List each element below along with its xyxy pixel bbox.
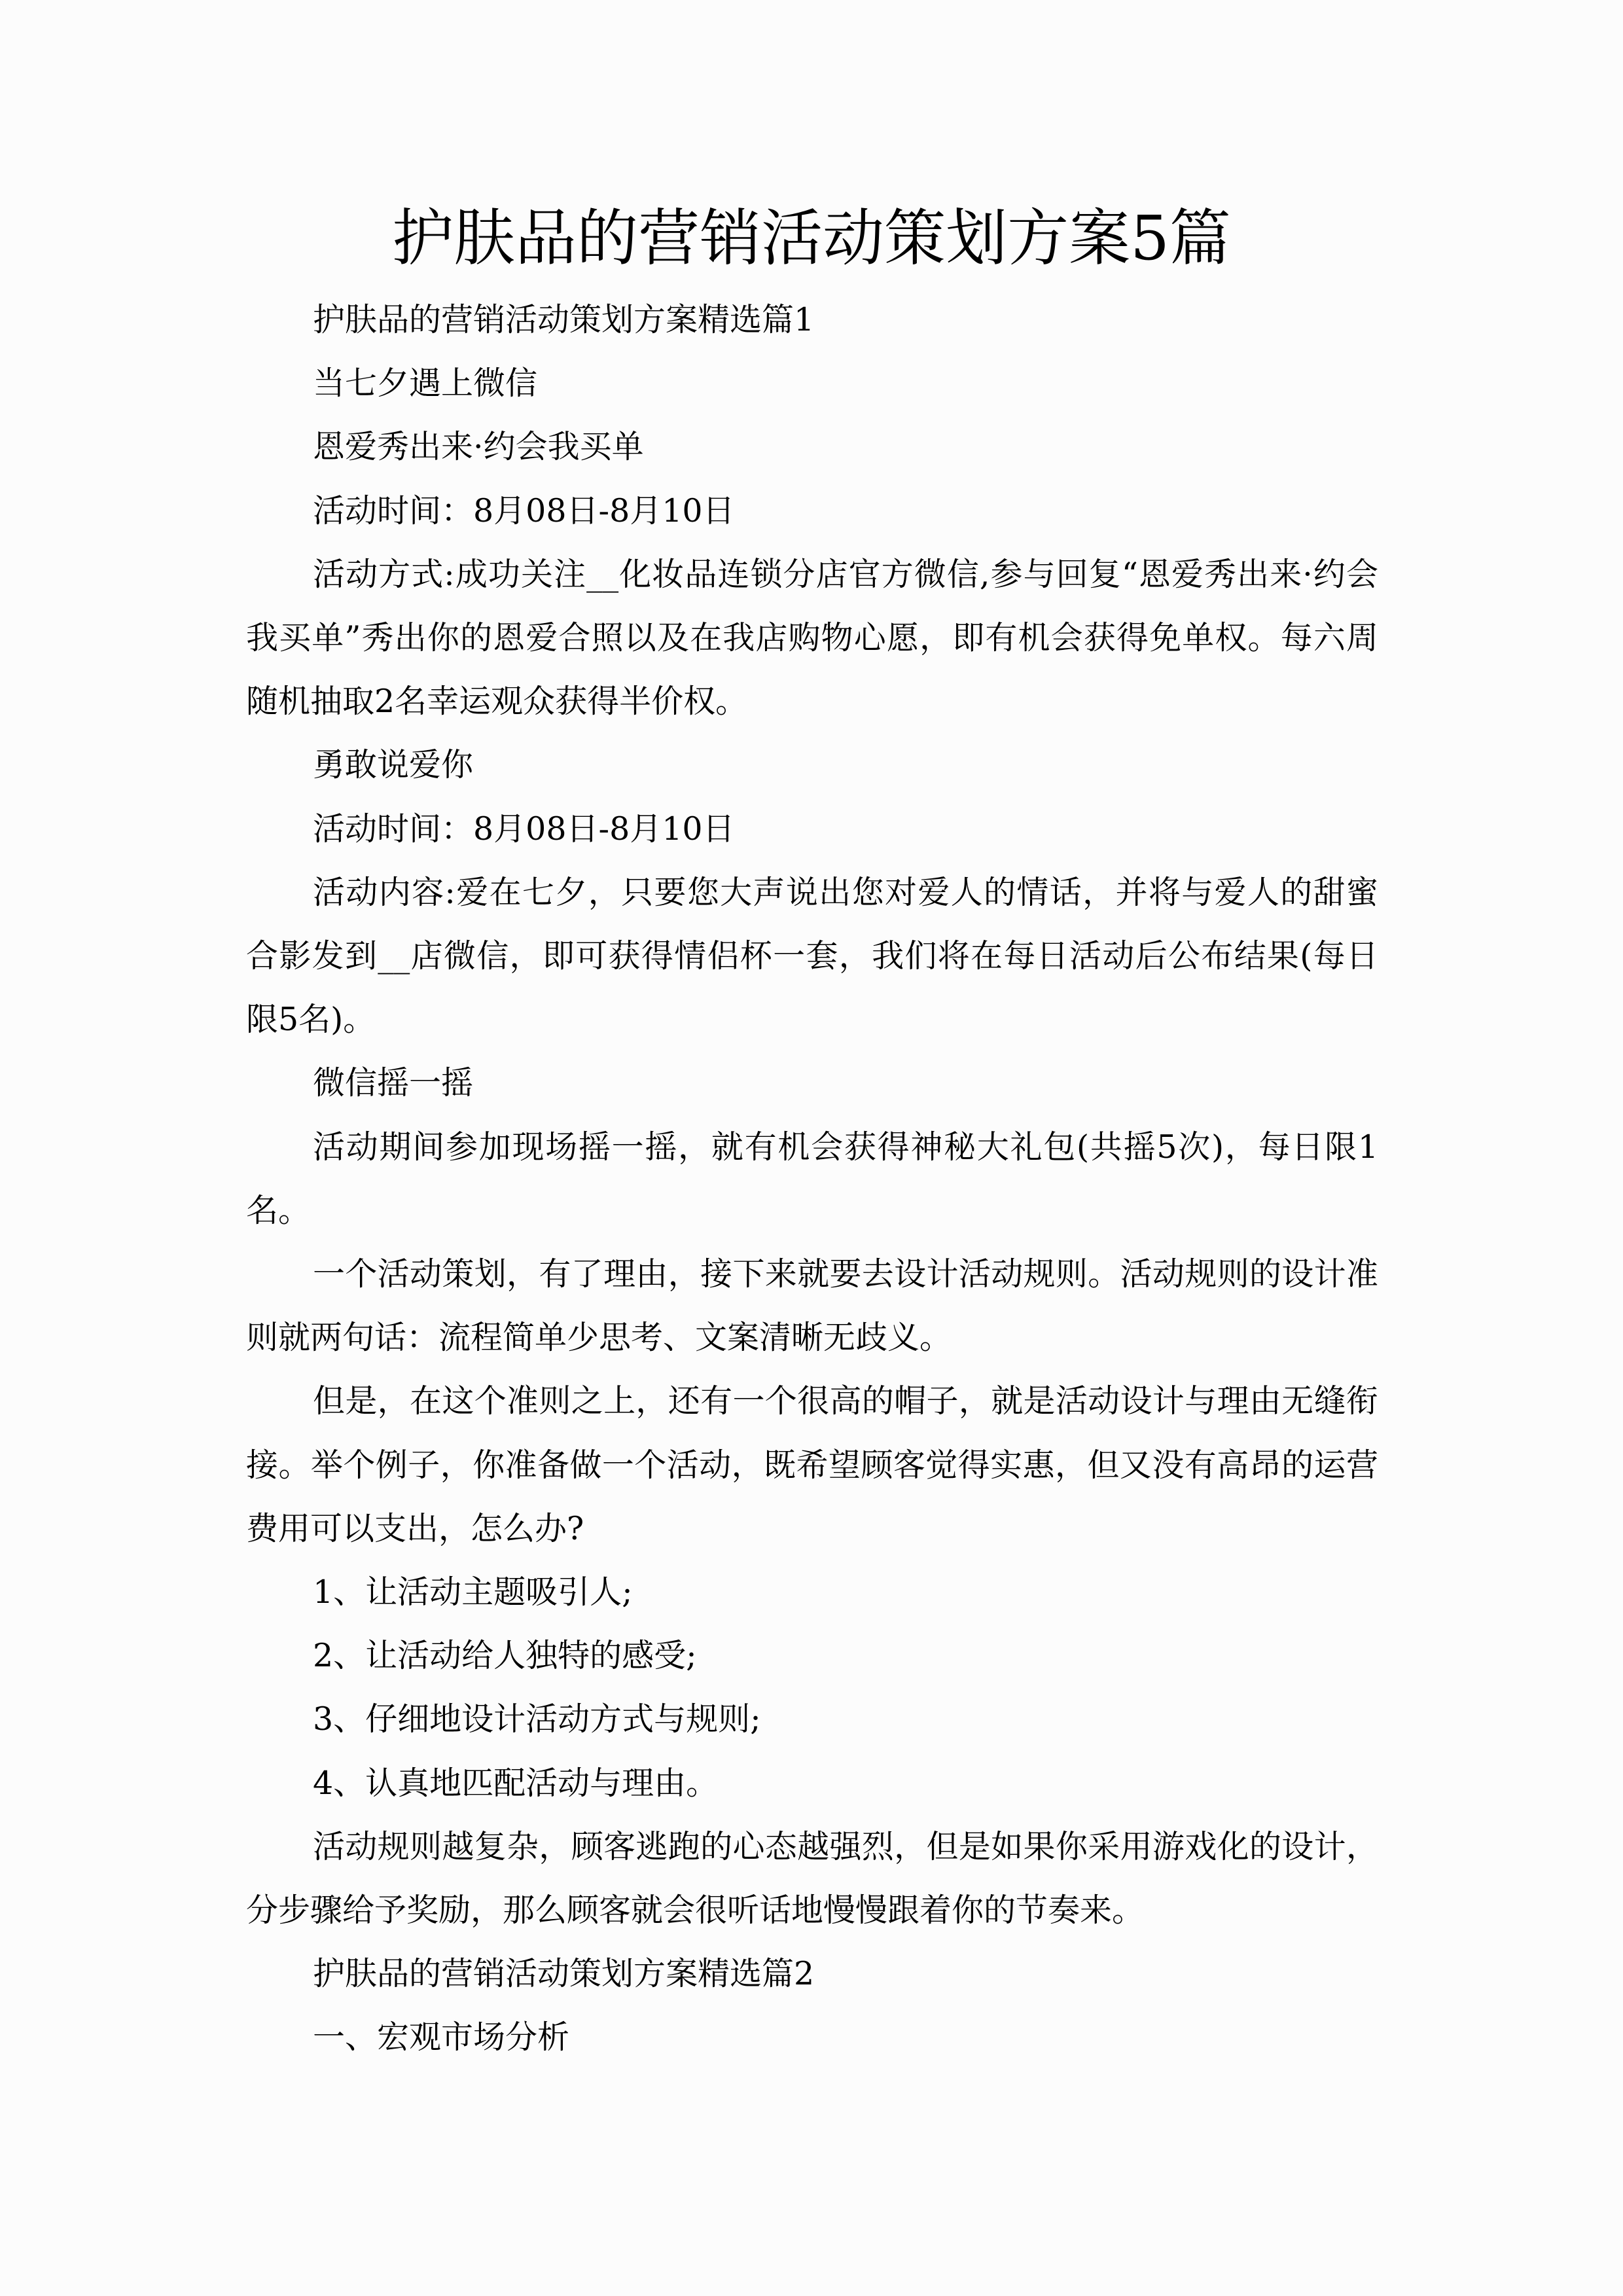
section-heading-2: 护肤品的营销活动策划方案精选篇2 (313, 1955, 815, 1993)
event-slogan: 恩爱秀出来·约会我买单 (313, 428, 644, 466)
rules-example-paragraph: 但是，在这个准则之上，还有一个很高的帽子，就是活动设计与理由无缝衔接。举个例子，你准备做一个活动，既希望顾客觉得实惠，但又没有高昂的运营费用可以支出，怎么办? (246, 1382, 1378, 1547)
event-time: 活动时间：8月08日-8月10日 (313, 810, 735, 848)
event-title-qixi-wechat: 当七夕遇上微信 (313, 365, 538, 403)
list-item: 1、让活动主题吸引人; (313, 1573, 633, 1611)
document-body (246, 288, 1378, 2070)
subsection-heading-macro-market: 一、宏观市场分析 (313, 2018, 570, 2056)
event-title-wechat-shake: 微信摇一摇 (313, 1064, 474, 1102)
list-item: 2、让活动给人独特的感受; (313, 1637, 697, 1675)
rules-intro-paragraph: 一个活动策划，有了理由，接下来就要去设计活动规则。活动规则的设计准则就两句话：流程简单少思考、文案清晰无歧义。 (246, 1255, 1378, 1357)
event-content: 活动内容:爱在七夕，只要您大声说出您对爱人的情话，并将与爱人的甜蜜合影发到__店微信，即可获得情侣杯一套，我们将在每日活动后公布结果(每日限5名)。 (246, 873, 1378, 1039)
event-time: 活动时间：8月08日-8月10日 (313, 492, 735, 529)
event-method: 活动方式:成功关注__化妆品连锁分店官方微信,参与回复“恩爱秀出来·约会我买单”秀出你的恩爱合照以及在我店购物心愿，即有机会获得免单权。每六周随机抽取2名幸运观众获得半价权。 (246, 555, 1378, 721)
event-title-brave-love: 勇敢说爱你 (313, 746, 474, 784)
list-item: 4、认真地匹配活动与理由。 (313, 1764, 719, 1802)
event-shake-description: 活动期间参加现场摇一摇，就有机会获得神秘大礼包(共摇5次)，每日限1名。 (246, 1128, 1378, 1229)
gamification-paragraph: 活动规则越复杂，顾客逃跑的心态越强烈，但是如果你采用游戏化的设计，分步骤给予奖励，那么顾客就会很听话地慢慢跟着你的节奏来。 (246, 1827, 1378, 1929)
document-title: 护肤品的营销活动策划方案5篇 (392, 203, 1231, 274)
section-heading-1: 护肤品的营销活动策划方案精选篇1 (313, 301, 815, 338)
list-item: 3、仔细地设计活动方式与规则; (313, 1700, 761, 1738)
